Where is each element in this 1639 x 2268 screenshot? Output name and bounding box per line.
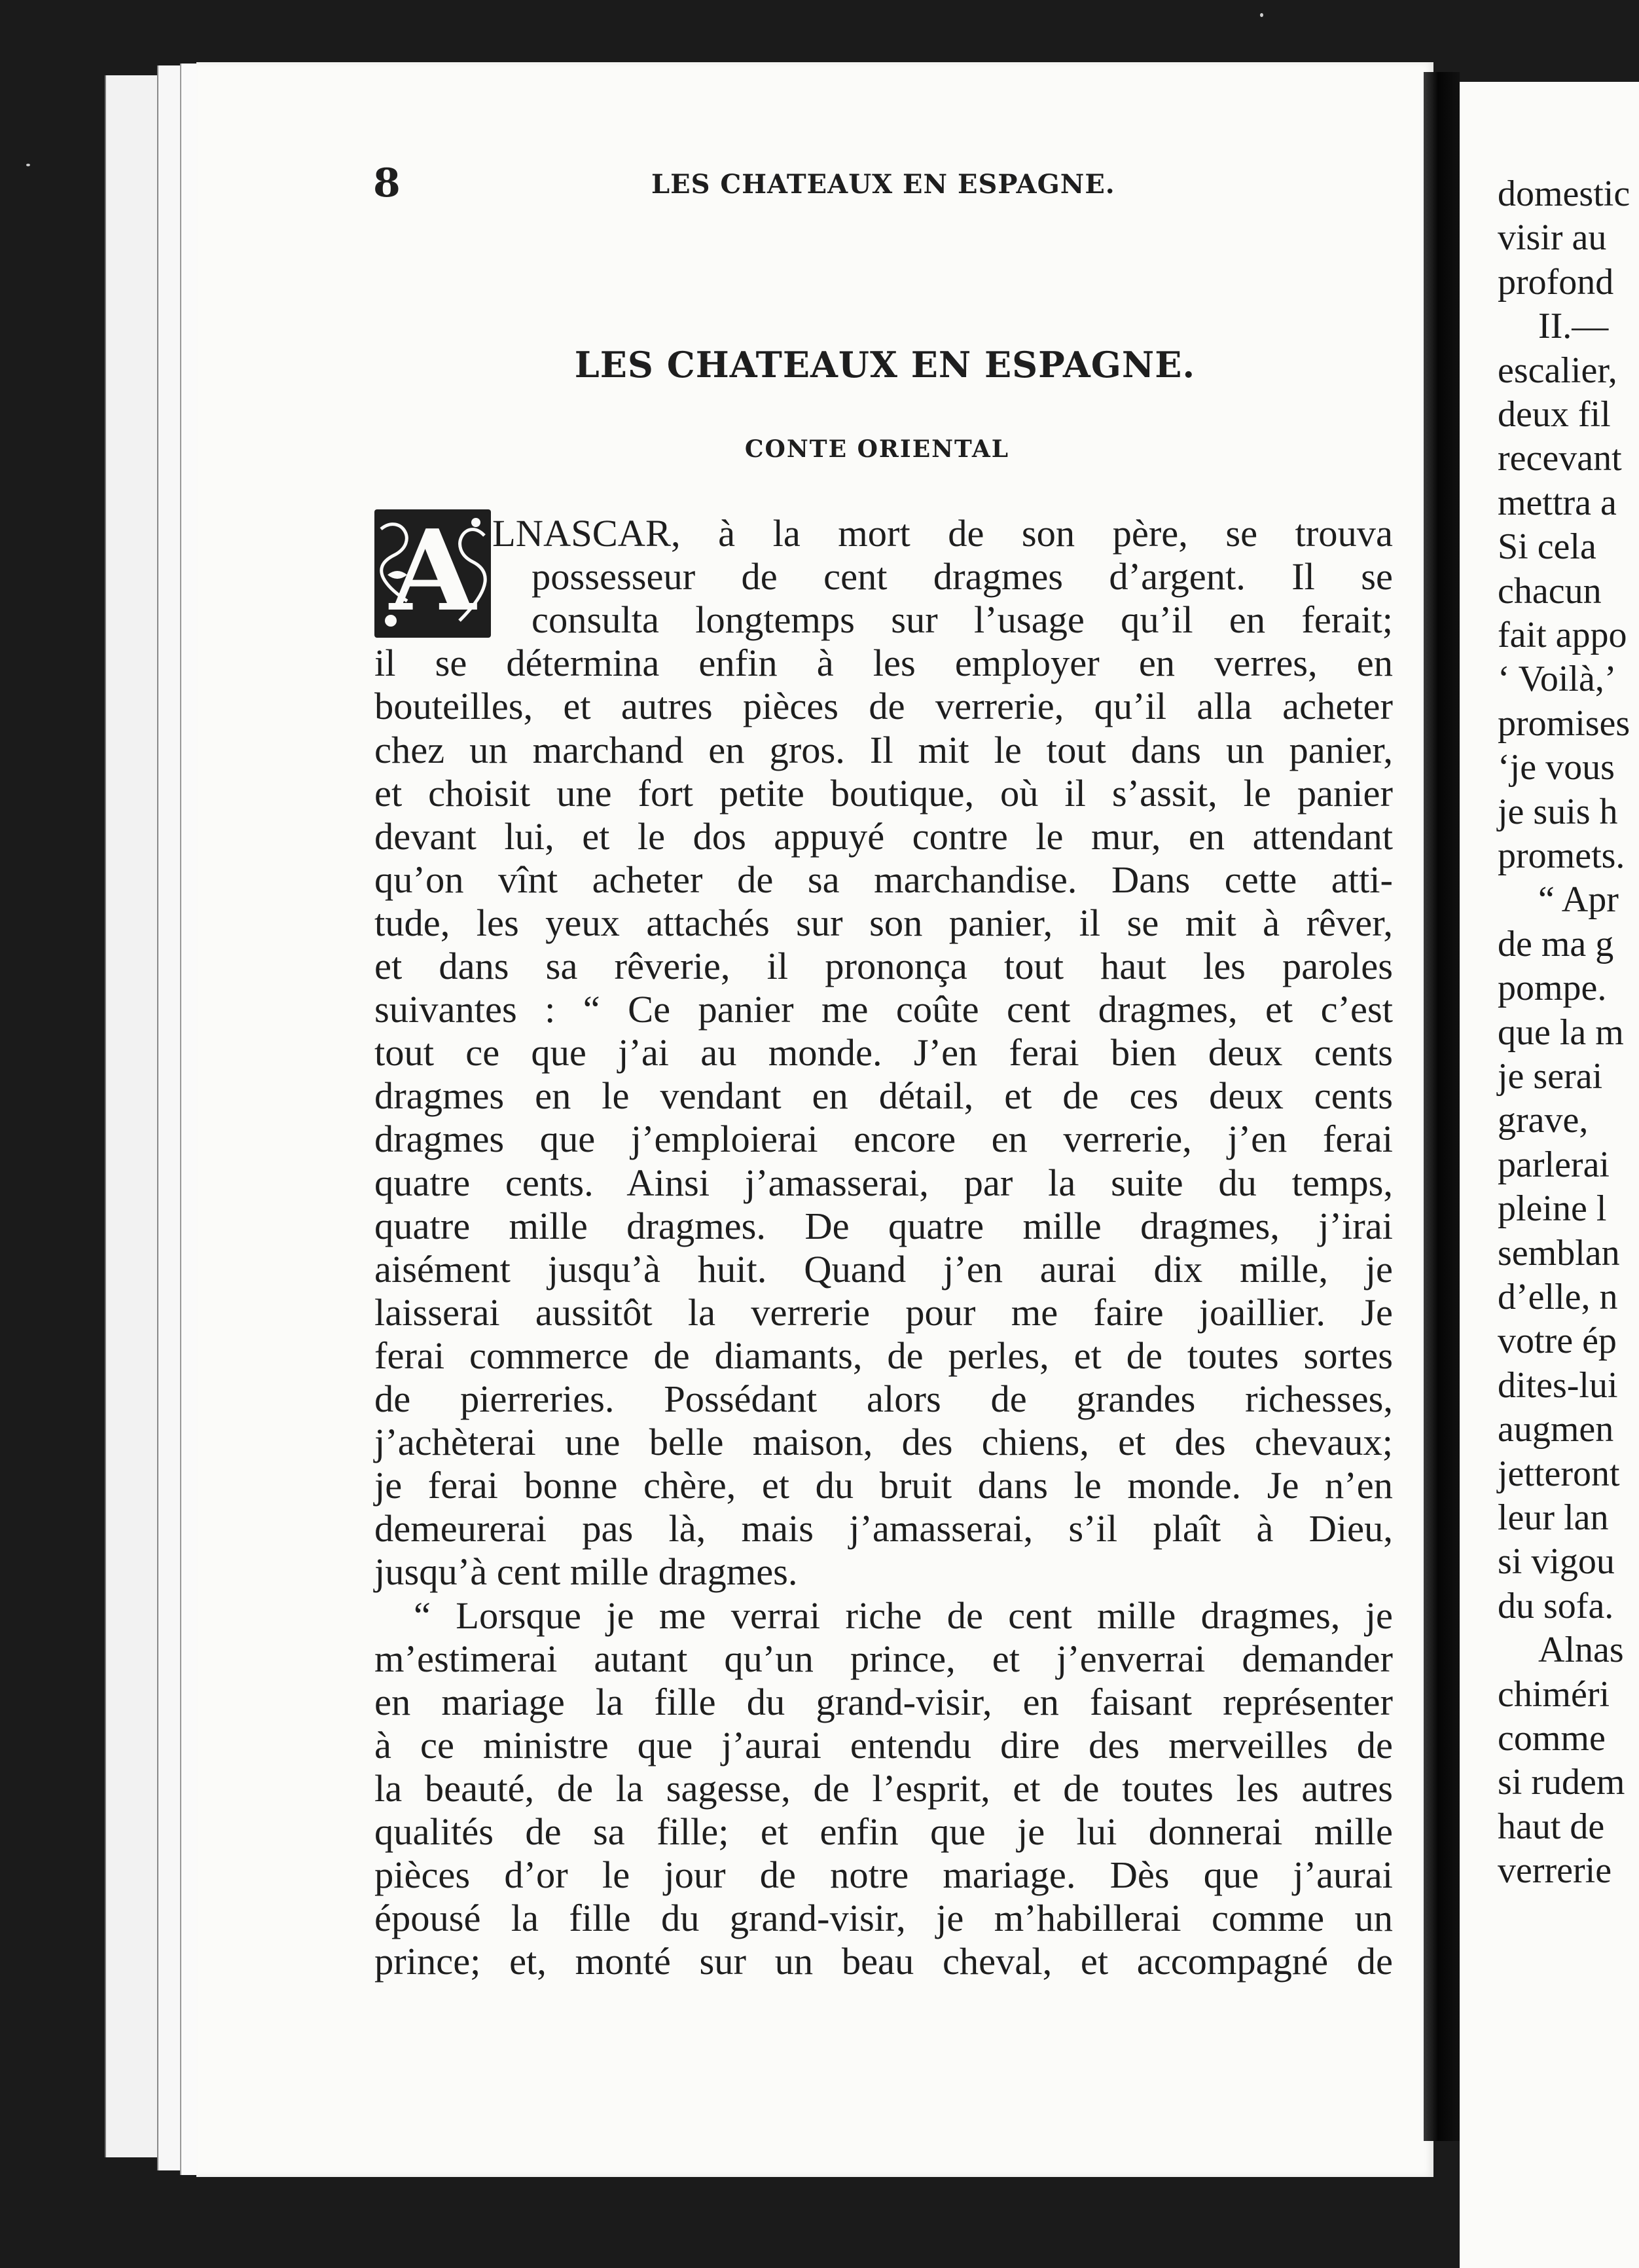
text-line: suivantes : “ Ce panier me coûte cent dragmes, et c’est	[374, 988, 1393, 1031]
text-line: j’achèterai une belle maison, des chiens, et des chevaux;	[374, 1421, 1393, 1464]
facing-text-line: parlerai	[1498, 1144, 1610, 1185]
text-line: tout ce que j’ai au monde. J’en ferai bien deux cents	[374, 1031, 1393, 1074]
text-line: qualités de sa fille; et enfin que je lui donnerai mille	[374, 1810, 1393, 1853]
facing-text-line: jetteront	[1498, 1453, 1620, 1494]
facing-text-line: leur lan	[1498, 1497, 1609, 1538]
text-line: qu’on vînt acheter de sa marchandise. Dans cette atti-	[374, 858, 1393, 901]
running-head: LES CHATEAUX EN ESPAGNE.	[651, 169, 1115, 200]
text-line: quatre mille dragmes. De quatre mille dragmes, j’irai	[374, 1204, 1393, 1247]
text-line: prince; et, monté sur un beau cheval, et accompagné de	[374, 1940, 1393, 1983]
text-line: chez un marchand en gros. Il mit le tout dans un panier,	[374, 728, 1393, 771]
facing-text-line: si vigou	[1498, 1541, 1615, 1582]
facing-text-line: je serai	[1498, 1056, 1603, 1097]
text-line: consulta longtemps sur l’usage qu’il en ferait;	[531, 598, 1393, 642]
text-line: bouteilles, et autres pièces de verrerie, qu’il alla acheter	[374, 685, 1393, 728]
facing-text-line: dites-lui	[1498, 1364, 1618, 1406]
text-line: la beauté, de la sagesse, de l’esprit, et de toutes les autres	[374, 1766, 1393, 1810]
facing-text-line: profond	[1498, 261, 1614, 302]
facing-text-line: d’elle, n	[1498, 1277, 1618, 1317]
facing-page	[1460, 82, 1639, 2268]
facing-text-line: pompe.	[1498, 968, 1607, 1009]
text-line: possesseur de cent dragmes d’argent. Il se	[531, 555, 1393, 598]
facing-text-line: de ma g	[1498, 923, 1614, 964]
scan-speck	[1260, 13, 1263, 17]
facing-text-line: visir au	[1498, 217, 1607, 259]
text-line: pièces d’or le jour de notre mariage. Dès que j’aurai	[374, 1854, 1393, 1897]
text-line: jusqu’à cent mille dragmes.	[374, 1550, 798, 1594]
facing-text-line: escalier,	[1498, 350, 1617, 391]
facing-text-line: je suis h	[1498, 791, 1618, 832]
text-line: et dans sa rêverie, il prononça tout haut les paroles	[374, 945, 1393, 987]
facing-text-line: mettra a	[1498, 482, 1617, 523]
facing-text-line: augmen	[1498, 1409, 1614, 1450]
text-line: ferai commerce de diamants, de perles, et de toutes sortes	[374, 1334, 1393, 1377]
text-line: et choisit une fort petite boutique, où il s’assit, le panier	[374, 771, 1393, 814]
text-line: aisément jusqu’à huit. Quand j’en aurai dix mille, je	[374, 1247, 1393, 1290]
text-line: il se détermina enfin à les employer en verres, en	[374, 642, 1393, 685]
facing-text-line: chiméri	[1498, 1674, 1610, 1715]
facing-text-line: que la m	[1498, 1012, 1624, 1053]
text-line: à ce ministre que j’aurai entendu dire des merveilles de	[374, 1723, 1393, 1766]
text-line: en mariage la fille du grand-visir, en faisant représenter	[374, 1680, 1393, 1723]
facing-text-line: semblan	[1498, 1232, 1620, 1273]
dropcap-letter: A	[389, 505, 476, 636]
facing-text-line: domestic	[1498, 174, 1630, 214]
facing-text-line: “ Apr	[1538, 879, 1619, 921]
story-subtitle: CONTE ORIENTAL	[744, 435, 1010, 463]
facing-text-line: si rudem	[1498, 1762, 1625, 1803]
story-title: LES CHATEAUX EN ESPAGNE.	[574, 344, 1196, 386]
facing-text-line: chacun	[1498, 570, 1602, 612]
facing-text-line: ‘je vous	[1498, 747, 1615, 788]
scan-speck	[26, 164, 30, 166]
facing-text-line: du sofa.	[1498, 1585, 1614, 1626]
facing-text-line: promets.	[1498, 835, 1625, 876]
text-line: dragmes que j’emploierai encore en verrerie, j’en ferai	[374, 1118, 1393, 1161]
page-number: 8	[373, 160, 401, 206]
facing-text-line: pleine l	[1498, 1188, 1607, 1230]
facing-text-line: promises	[1498, 703, 1630, 744]
facing-text-line: comme	[1498, 1718, 1606, 1759]
facing-text-line: ‘ Voilà,’	[1498, 659, 1617, 700]
facing-text-line: Alnas	[1538, 1630, 1624, 1671]
text-line: LNASCAR, à la mort de son père, se trouva	[492, 512, 1393, 555]
facing-text-line: haut de	[1498, 1806, 1605, 1847]
text-line: devant lui, et le dos appuyé contre le mur, en attendant	[374, 814, 1393, 858]
facing-text-line: fait appo	[1498, 615, 1627, 655]
facing-text-line: deux fil	[1498, 394, 1611, 435]
text-line: tude, les yeux attachés sur son panier, il se mit à rêver,	[374, 901, 1393, 944]
text-line: épousé la fille du grand-visir, je m’habillerai comme un	[374, 1897, 1393, 1940]
facing-text-line: recevant	[1498, 438, 1622, 479]
text-line: dragmes en le vendant en détail, et de ces deux cents	[374, 1074, 1393, 1118]
facing-text-line: grave,	[1498, 1100, 1589, 1141]
facing-text-line: II.—	[1538, 306, 1609, 347]
text-line: de pierreries. Possédant alors de grandes richesses,	[374, 1378, 1393, 1420]
text-line: demeurerai pas là, mais j’amasserai, s’il plaît à Dieu,	[374, 1507, 1393, 1550]
text-line: “ Lorsque je me verrai riche de cent mille dragmes, je	[414, 1594, 1393, 1637]
ornamental-dropcap	[374, 505, 491, 638]
text-line: quatre cents. Ainsi j’amasserai, par la suite du temps,	[374, 1161, 1393, 1204]
text-line: m’estimerai autant qu’un prince, et j’enverrai demander	[374, 1637, 1393, 1680]
facing-text-line: Si cela	[1498, 526, 1596, 568]
facing-text-line: verrerie	[1498, 1850, 1612, 1892]
facing-text-line: votre ép	[1498, 1321, 1617, 1362]
text-line: je ferai bonne chère, et du bruit dans le monde. Je n’en	[374, 1464, 1393, 1507]
text-line: laisserai aussitôt la verrerie pour me faire joaillier. Je	[374, 1290, 1393, 1334]
